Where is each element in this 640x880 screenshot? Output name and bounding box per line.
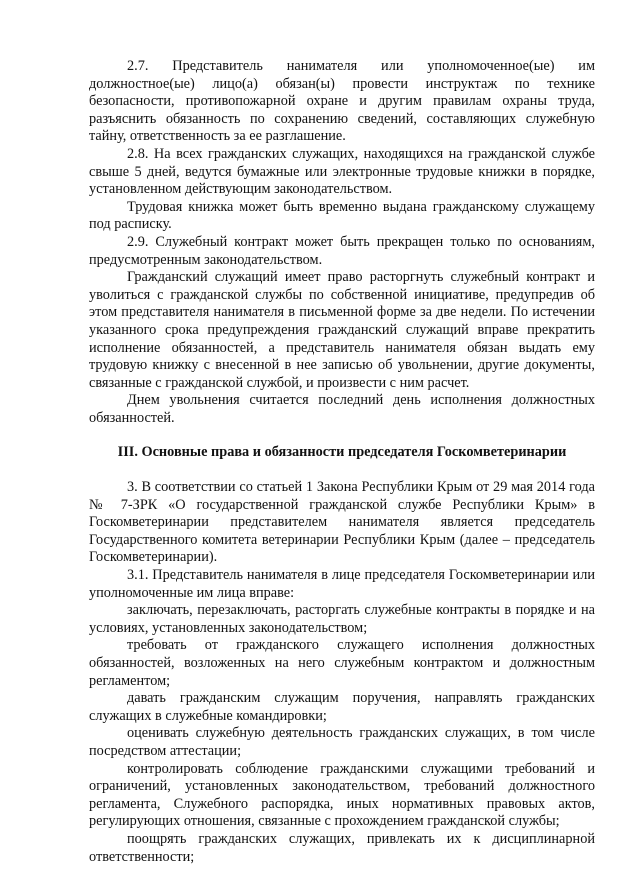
section-heading: III. Основные права и обязанности председателя Госкомветеринарии (117, 444, 567, 461)
paragraph-3: 3. В соответствии со статьей 1 Закона Республики Крым от 29 мая 2014 года № 7-ЗРК «О государственной гражданской службе Республики Крым» в Госкомветеринарии представителем нанимателя является председатель Государственного комитета ветеринарии Республики Крым (далее – председатель Госкомветеринарии). (89, 479, 595, 566)
paragraph-2-9: 2.9. Служебный контракт может быть прекращен только по основаниям, предусмотренным законодательством. (89, 233, 595, 268)
paragraph-2-8-work-book: Трудовая книжка может быть временно выдана гражданскому служащему под расписку. (89, 198, 595, 233)
list-item: требовать от гражданского служащего исполнения должностных обязанностей, возложенных на него служебным контрактом и должностным регламентом; (89, 637, 595, 689)
paragraph-2-8: 2.8. На всех гражданских служащих, находящихся на гражданской службе свыше 5 дней, ведутся бумажные или электронные трудовые книжки в порядке, установленном действующим законодательством. (89, 145, 595, 198)
paragraph-2-9-resignation: Гражданский служащий имеет право расторгнуть служебный контракт и уволиться с гражданской службы по собственной инициативе, предупредив об этом представителя нанимателя в письменной форме за две недели. По истечении указанного срока предупреждения гражданский служащий вправе прекратить исполнение обязанностей, а представитель нанимателя обязан выдать ему трудовую книжку с внесенной в нее записью об увольнении, другие документы, связанные с гражданской службой, и произвести с ним расчет. (89, 269, 595, 391)
list-item: поощрять гражданских служащих, привлекать их к дисциплинарной ответственности; (89, 830, 595, 865)
list-item: контролировать соблюдение гражданскими служащими требований и ограничений, установленных законодательством, требований должностного регламента, Служебного распорядка, иных нормативных правовых актов, регулирующих отношения, связанные с прохождением гражданской службы; (89, 760, 595, 830)
list-item: заключать, перезаключать, расторгать служебные контракты в порядке и на условиях, установленных законодательством; (89, 602, 595, 636)
paragraph-2-7: 2.7. Представитель нанимателя или уполномоченное(ые) им должностное(ые) лицо(а) обязан(ы) провести инструктаж по технике безопасности, противопожарной охране и другим правилам охраны труда, разъяснить обязанность по сохранению сведений, составляющих служебную тайну, ответственность за ее разглашение. (89, 58, 595, 145)
list-item: оценивать служебную деятельность гражданских служащих, в том числе посредством аттестации; (89, 725, 595, 759)
paragraph-2-9-dismissal-day: Днем увольнения считается последний день исполнения должностных обязанностей. (89, 392, 595, 426)
document-body (89, 58, 595, 866)
paragraph-3-1: 3.1. Представитель нанимателя в лице председателя Госкомветеринарии или уполномоченные им лица вправе: (89, 567, 595, 601)
list-item: давать гражданским служащим поручения, направлять гражданских служащих в служебные командировки; (89, 690, 595, 724)
